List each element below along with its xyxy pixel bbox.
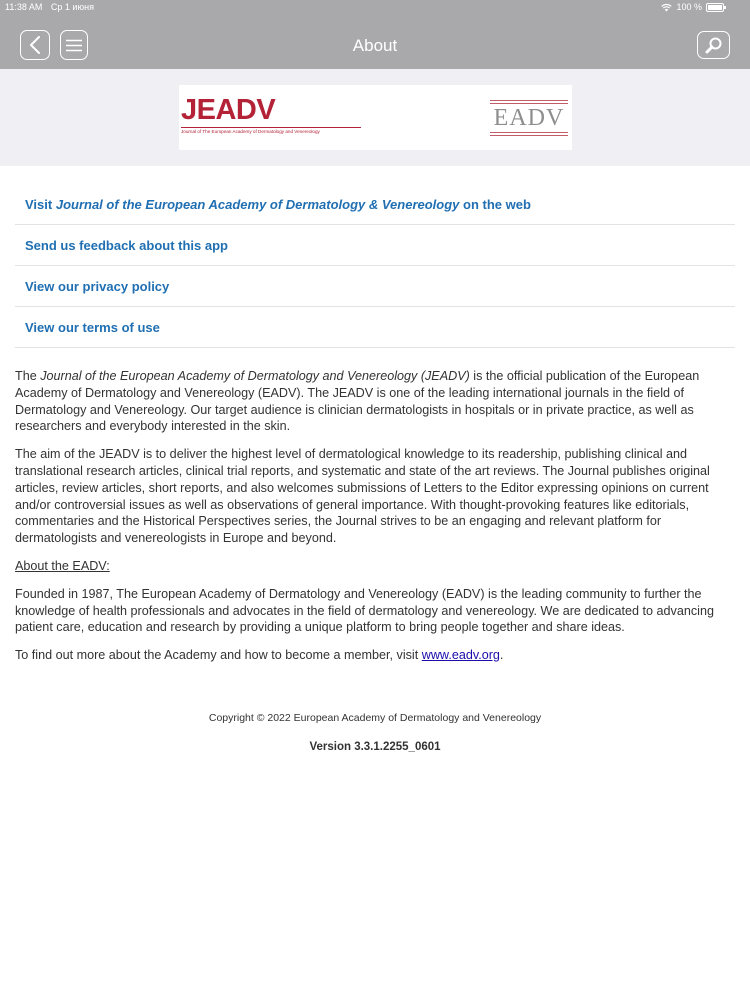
battery-icon <box>706 3 724 12</box>
terms-of-use-link[interactable]: View our terms of use <box>15 307 735 348</box>
about-paragraph-2: The aim of the JEADV is to deliver the highest level of dermatological knowledge to its readership, publishing clinical and translational research articles, clinical trial reports, and systematic and state of the art reviews. The Journal publishes original articles, review articles, short reports, and also welcomes submissions of Letters to the Editor expressing opinions on current and/or controversial issues as well as observations of general importance. With thought-provoking features like editorials, commentaries and the Historical Perspectives series, the Journal strives to be an engaging and relevant platform for dermatologists and venereologists in Europe and beyond. <box>15 447 710 546</box>
page-title: About <box>352 36 398 55</box>
logo-box <box>179 85 572 150</box>
visit-journal-link[interactable] <box>15 184 735 225</box>
copyright-text: Copyright © 2022 European Academy of Dermatology and Venereology <box>208 712 542 724</box>
eadv-logo <box>490 100 568 136</box>
logo-banner <box>0 69 750 166</box>
link-list <box>15 184 735 348</box>
nav-bar <box>0 16 750 69</box>
status-bar <box>0 0 750 16</box>
version-text: Version 3.3.1.2255_0601 <box>309 741 441 753</box>
about-paragraph-1: The Journal of the European Academy of Dermatology and Venereology (JEADV) is the official publication of the European Academy of Dermatology and Venereology (EADV). The JEADV is one of the leading international journals in the field of Dermatology and Venereology. Our target audience is clinician dermatologists in hospitals or in private practice, as well as researchers and everybody interested in the skin. <box>15 369 700 434</box>
about-text <box>15 368 735 675</box>
jeadv-logo-subtitle: Journal of The European Academy of Dermatology and Venereology <box>181 129 320 134</box>
visit-suffix: on the web <box>459 197 531 212</box>
about-paragraph-4: To find out more about the Academy and how to become a member, visit www.eadv.org. <box>15 648 504 663</box>
wifi-icon <box>661 3 672 12</box>
visit-journal-name: Journal of the European Academy of Dermatology & Venereology <box>55 197 460 212</box>
about-paragraph-3: Founded in 1987, The European Academy of Dermatology and Venereology (EADV) is the leading community to further the knowledge of health professionals and advocates in the field of dermatology and venereology. We are dedicated to advancing patient care, education and research by providing a unique platform to bring people together and share ideas. <box>15 586 714 635</box>
search-button[interactable] <box>697 31 730 59</box>
magnifier-icon <box>705 36 723 54</box>
jeadv-logo: JEADV <box>181 94 276 126</box>
battery-percent: 100 % <box>676 2 702 12</box>
about-eadv-heading: About the EADV: <box>15 558 110 573</box>
privacy-policy-link[interactable]: View our privacy policy <box>15 266 735 307</box>
jeadv-logo-rule <box>181 127 361 128</box>
eadv-website-link[interactable]: www.eadv.org <box>421 648 500 663</box>
eadv-logo-word: EADV <box>493 105 565 131</box>
status-time: 11:38 AM <box>5 2 43 12</box>
status-date: Ср 1 июня <box>50 2 95 12</box>
visit-prefix: Visit <box>25 197 56 212</box>
feedback-link[interactable]: Send us feedback about this app <box>15 225 735 266</box>
